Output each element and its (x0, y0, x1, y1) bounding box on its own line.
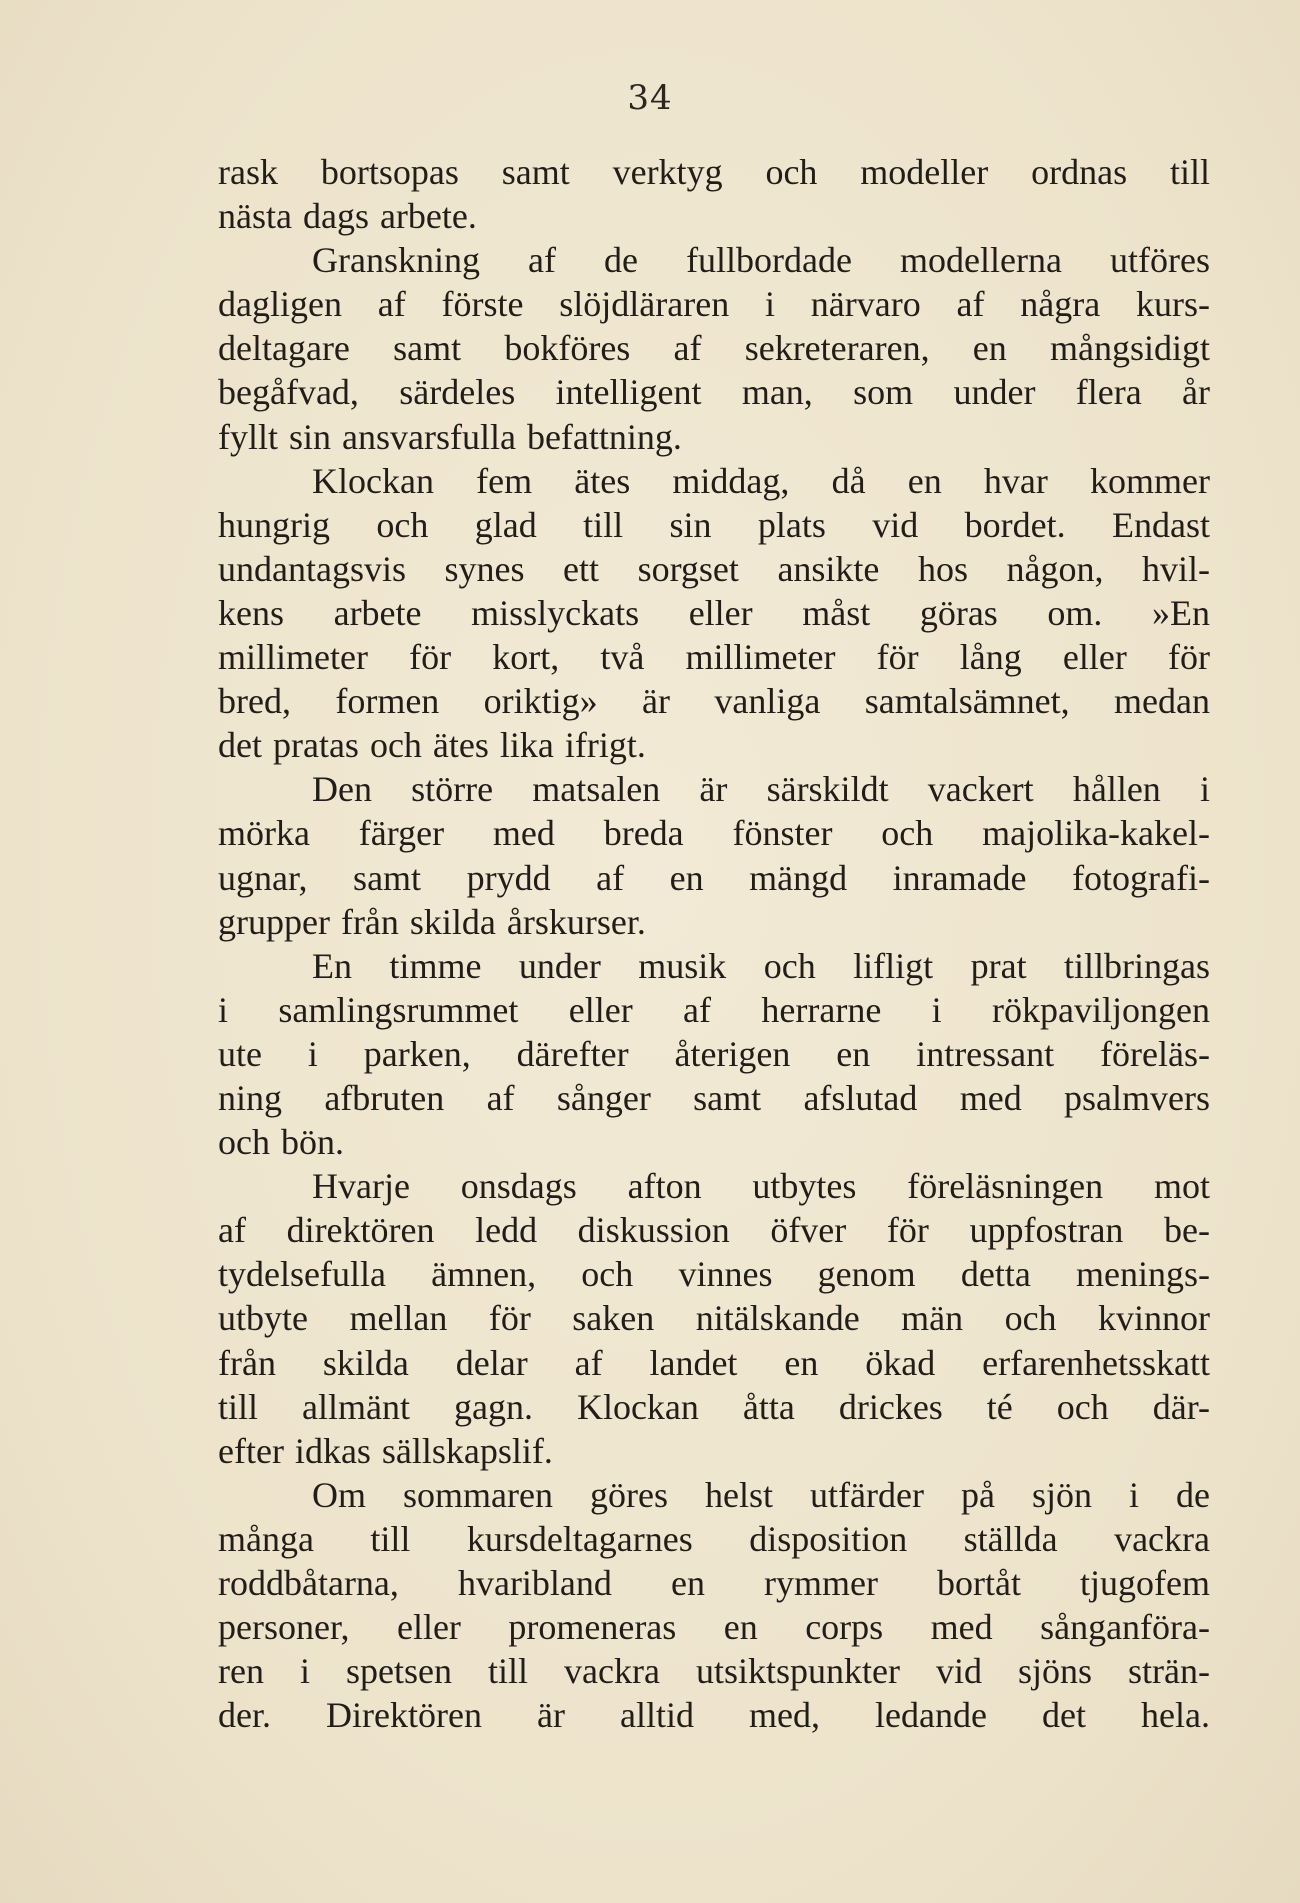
text-line: dagligen af förste slöjdläraren i närvaro af några kurs- (218, 284, 1210, 325)
text-line: deltagare samt bokföres af sekreteraren, en mångsidigt (218, 328, 1210, 369)
text-line: Den större matsalen är särskildt vackert hållen i (312, 769, 1210, 810)
text-line: Hvarje onsdags afton utbytes föreläsningen mot (312, 1166, 1210, 1207)
page-number: 34 (627, 78, 673, 118)
text-line: personer, eller promeneras en corps med sånganföra- (218, 1607, 1210, 1648)
text-line: Klockan fem ätes middag, då en hvar kommer (312, 460, 1210, 501)
text-line: ute i parken, därefter återigen en intressant föreläs- (218, 1033, 1210, 1074)
text-line: roddbåtarna, hvaribland en rymmer bortåt tjugofem (218, 1563, 1210, 1603)
text-line: af direktören ledd diskussion öfver för uppfostran be- (218, 1210, 1210, 1251)
text-line: ning afbruten af sånger samt afslutad med psalmvers (218, 1077, 1210, 1118)
text-line: Granskning af de fullbordade modellerna utföres (312, 240, 1210, 281)
text-line: En timme under musik och lifligt prat tillbringas (312, 945, 1210, 986)
text-line: rask bortsopas samt verktyg och modeller ordnas till (218, 152, 1210, 192)
text-line: och bön. (218, 1122, 344, 1163)
text-line: nästa dags arbete. (218, 196, 477, 237)
text-line: millimeter för kort, två millimeter för lång eller för (218, 637, 1210, 678)
text-line: fyllt sin ansvarsfulla befattning. (218, 416, 682, 457)
text-line: efter idkas sällskapslif. (218, 1430, 553, 1471)
text-line: många till kursdeltagarnes disposition ställda vackra (218, 1518, 1210, 1559)
text-line: mörka färger med breda fönster och majolika-kakel- (218, 813, 1210, 854)
text-line: tydelsefulla ämnen, och vinnes genom detta menings- (218, 1254, 1210, 1295)
body-text (218, 150, 1210, 1737)
text-line: i samlingsrummet eller af herrarne i rökpaviljongen (218, 989, 1210, 1030)
text-line: grupper från skilda årskurser. (218, 901, 646, 942)
text-line: till allmänt gagn. Klockan åtta drickes té och där- (218, 1386, 1210, 1427)
text-line: utbyte mellan för saken nitälskande män och kvinnor (218, 1298, 1210, 1339)
text-line: Om sommaren göres helst utfärder på sjön i de (312, 1474, 1210, 1515)
text-line: från skilda delar af landet en ökad erfarenhetsskatt (218, 1342, 1210, 1383)
text-line: ugnar, samt prydd af en mängd inramade fotografi- (218, 857, 1210, 898)
text-line: begåfvad, särdeles intelligent man, som under flera år (218, 372, 1210, 413)
text-line: kens arbete misslyckats eller måst göras om. »En (218, 592, 1210, 633)
text-line: der. Direktören är alltid med, ledande det hela. (218, 1695, 1210, 1736)
text-line: bred, formen oriktig» är vanliga samtalsämnet, medan (218, 681, 1210, 722)
text-line: hungrig och glad till sin plats vid bordet. Endast (218, 504, 1210, 545)
text-line: ren i spetsen till vackra utsiktspunkter vid sjöns strän- (218, 1651, 1210, 1692)
text-line: undantagsvis synes ett sorgset ansikte hos någon, hvil- (218, 548, 1210, 589)
text-line: det pratas och ätes lika ifrigt. (218, 725, 646, 766)
